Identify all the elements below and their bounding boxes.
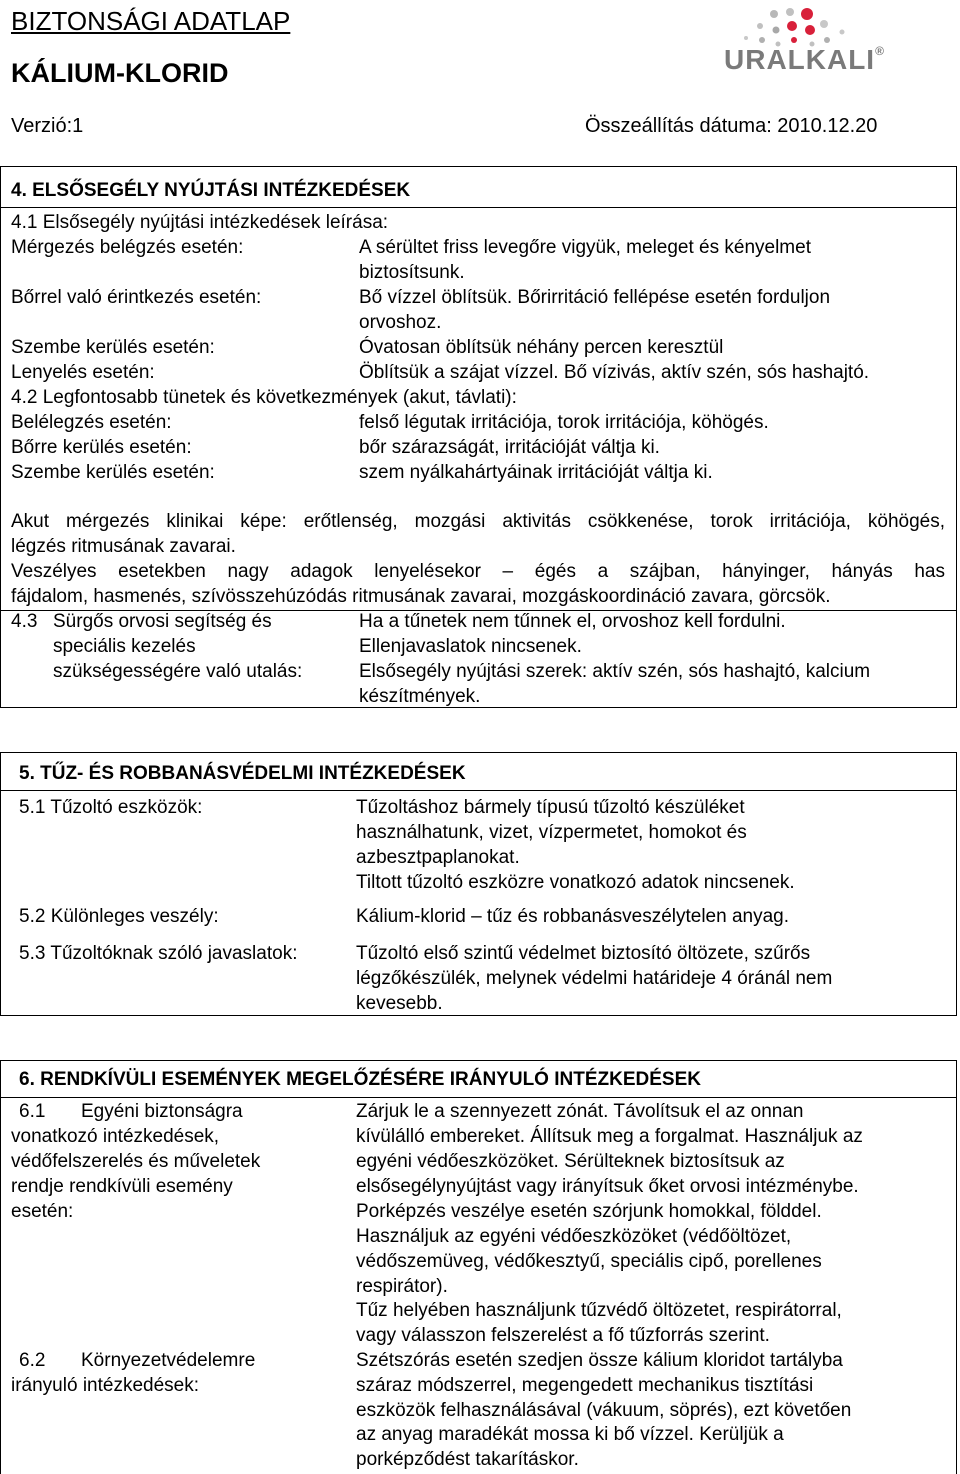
section-6-2-text-line-3: eszközök felhasználásával (vákuum, söprés), ezt követően bbox=[356, 1400, 852, 1421]
inhalation-label: Mérgezés belégzés esetén: bbox=[11, 237, 244, 258]
section-6-1-text-line-9: Tűz helyében használjunk tűzvédő öltözetet, respirátorral, bbox=[356, 1300, 842, 1321]
special-hazard-label: 5.2 Különleges veszély: bbox=[19, 906, 219, 927]
logo-text: URALKALI bbox=[724, 44, 876, 75]
section-4-title-divider bbox=[0, 207, 957, 208]
uralkali-logo bbox=[712, 4, 912, 100]
section-6-1-label-line-5: esetén: bbox=[11, 1201, 74, 1222]
document-type: BIZTONSÁGI ADATLAP bbox=[11, 6, 291, 36]
eye-contact-label: Szembe kerülés esetén: bbox=[11, 337, 215, 358]
acute-poisoning-line-1: Akut mérgezés klinikai képe: erőtlenség, mozgási aktivitás csökkenése, torok irritációja, köhögés, bbox=[11, 511, 945, 532]
skin-contact-text-line-2: orvoshoz. bbox=[359, 312, 442, 333]
section-6-1-text-line-5: Porképzés veszélye esetén szórjunk homokkal, földdel. bbox=[356, 1201, 822, 1222]
symptom-inhalation-text: felső légutak irritációja, torok irritációja, köhögés. bbox=[359, 412, 769, 433]
inhalation-text-line-1: A sérültet friss levegőre vigyük, meleget és kényelmet bbox=[359, 237, 811, 258]
section-6-1-number: 6.1 bbox=[19, 1101, 46, 1122]
section-4-2-heading: 4.2 Legfontosabb tünetek és következmények (akut, távlati): bbox=[11, 387, 517, 408]
fire-equipment-line-2: használhatunk, vizet, vízpermetet, homokot és bbox=[356, 822, 747, 843]
symptom-skin-label: Bőrre kerülés esetén: bbox=[11, 437, 192, 458]
section-6-1-text-line-8: respirátor). bbox=[356, 1276, 448, 1297]
section-6-1-text-line-7: védőszemüveg, védőkesztyű, speciális cipő, porellenes bbox=[356, 1251, 822, 1272]
firefighter-advice-line-3: kevesebb. bbox=[356, 993, 443, 1014]
symptom-inhalation-label: Belélegzés esetén: bbox=[11, 412, 172, 433]
fire-equipment-line-4: Tiltott tűzoltó eszközre vonatkozó adatok nincsenek. bbox=[356, 872, 795, 893]
symptom-eye-label: Szembe kerülés esetén: bbox=[11, 462, 215, 483]
inhalation-text-line-2: biztosítsunk. bbox=[359, 262, 465, 283]
section-6-1-text-line-4: elsősegélynyújtást vagy irányítsuk őket orvosi intézménybe. bbox=[356, 1176, 859, 1197]
section-6-title: 6. RENDKÍVÜLI ESEMÉNYEK MEGELŐZÉSÉRE IRÁNYULÓ INTÉZKEDÉSEK bbox=[19, 1069, 701, 1090]
section-4-title: 4. ELSŐSEGÉLY NYÚJTÁSI INTÉZKEDÉSEK bbox=[11, 180, 411, 201]
section-6-2-text-line-5: porképződést takarításkor. bbox=[356, 1449, 579, 1470]
ingestion-label: Lenyelés esetén: bbox=[11, 362, 155, 383]
compilation-date: Összeállítás dátuma: 2010.12.20 bbox=[585, 115, 878, 137]
section-6-2-text-line-1: Szétszórás esetén szedjen össze kálium kloridot tartályba bbox=[356, 1350, 843, 1371]
section-6-1-text-line-1: Zárjuk le a szennyezett zónát. Távolítsuk el az onnan bbox=[356, 1101, 804, 1122]
fire-equipment-label: 5.1 Tűzoltó eszközök: bbox=[19, 797, 203, 818]
section-4-3-label-line-3: szükségességére való utalás: bbox=[53, 661, 303, 682]
product-name: KÁLIUM-KLORID bbox=[11, 58, 229, 88]
skin-contact-text-line-1: Bő vízzel öblítsük. Bőrirritáció fellépése esetén forduljon bbox=[359, 287, 831, 308]
logo-registered-mark: ® bbox=[875, 44, 885, 58]
section-4-3-text-line-3: Elsősegély nyújtási szerek: aktív szén, sós hashajtó, kalcium bbox=[359, 661, 871, 682]
section-4-3-label-line-2: speciális kezelés bbox=[53, 636, 196, 657]
section-4-3-text-line-1: Ha a tűnetek nem tűnnek el, orvoshoz kell fordulni. bbox=[359, 611, 786, 632]
section-6-1-label-line-3: védőfelszerelés és műveletek bbox=[11, 1151, 261, 1172]
section-6-2-label-line-2: irányuló intézkedések: bbox=[11, 1375, 199, 1396]
eye-contact-text: Óvatosan öblítsük néhány percen keresztül bbox=[359, 337, 724, 358]
symptom-skin-text: bőr szárazságát, irritációját váltja ki. bbox=[359, 437, 660, 458]
section-4-3-label-line-1: Sürgős orvosi segítség és bbox=[53, 611, 272, 632]
section-5-title: 5. TŰZ- ÉS ROBBANÁSVÉDELMI INTÉZKEDÉSEK bbox=[19, 763, 466, 784]
section-6-2-number: 6.2 bbox=[19, 1350, 46, 1371]
section-6-title-divider bbox=[0, 1097, 957, 1098]
special-hazard-text: Kálium-klorid – tűz és robbanásveszélytelen anyag. bbox=[356, 906, 790, 927]
section-6-2-label-line-1: Környezetvédelemre bbox=[81, 1350, 256, 1371]
fire-equipment-line-1: Tűzoltáshoz bármely típusú tűzoltó készüléket bbox=[356, 797, 745, 818]
danger-line-2: fájdalom, hasmenés, szívösszehúzódás ritmusának zavarai, mozgáskoordináció zavara, görcsök. bbox=[11, 586, 831, 607]
section-4-3-text-line-4: készítmények. bbox=[359, 686, 481, 707]
section-4-1-heading: 4.1 Elsősegély nyújtási intézkedések leírása: bbox=[11, 212, 389, 233]
danger-line-1: Veszélyes esetekben nagy adagok lenyelésekor – égés a szájban, hányinger, hányás has bbox=[11, 561, 945, 582]
firefighter-advice-line-1: Tűzoltó első szintű védelmet biztosító öltözete, szűrős bbox=[356, 943, 811, 964]
symptom-eye-text: szem nyálkahártyáinak irritációját váltja ki. bbox=[359, 462, 713, 483]
firefighter-advice-line-2: légzőkészülék, melynek védelmi határideje 4 óránál nem bbox=[356, 968, 833, 989]
version: Verzió:1 bbox=[11, 115, 84, 137]
section-6-1-label-line-2: vonatkozó intézkedések, bbox=[11, 1126, 220, 1147]
section-4-3-text-line-2: Ellenjavaslatok nincsenek. bbox=[359, 636, 582, 657]
firefighter-advice-label: 5.3 Tűzoltóknak szóló javaslatok: bbox=[19, 943, 298, 964]
ingestion-text: Öblítsük a szájat vízzel. Bő vízivás, aktív szén, sós hashajtó. bbox=[359, 362, 870, 383]
acute-poisoning-line-2: légzés ritmusának zavarai. bbox=[11, 536, 236, 557]
section-6-1-text-line-2: kívülálló embereket. Állítsuk meg a forgalmat. Használjuk az bbox=[356, 1126, 863, 1147]
section-5-title-divider bbox=[0, 790, 957, 791]
section-6-2-text-line-2: száraz módszerrel, megengedett mechanikus tisztítási bbox=[356, 1375, 814, 1396]
section-6-1-text-line-10: vagy válasszon felszerelést a fő tűzforrás szerint. bbox=[356, 1325, 770, 1346]
section-6-1-label-line-4: rendje rendkívüli esemény bbox=[11, 1176, 233, 1197]
section-4-3-number: 4.3 bbox=[11, 611, 38, 632]
skin-contact-label: Bőrrel való érintkezés esetén: bbox=[11, 287, 262, 308]
fire-equipment-line-3: azbesztpaplanokat. bbox=[356, 847, 520, 868]
section-6-1-label-line-1: Egyéni biztonságra bbox=[81, 1101, 243, 1122]
section-6-1-text-line-3: egyéni védőeszközöket. Sérülteknek biztosítsuk az bbox=[356, 1151, 785, 1172]
section-6-2-text-line-4: az anyag maradékát mossa ki bő vízzel. Kerüljük a bbox=[356, 1424, 784, 1445]
section-6-1-text-line-6: Használjuk az egyéni védőeszközöket (védőöltözet, bbox=[356, 1226, 792, 1247]
